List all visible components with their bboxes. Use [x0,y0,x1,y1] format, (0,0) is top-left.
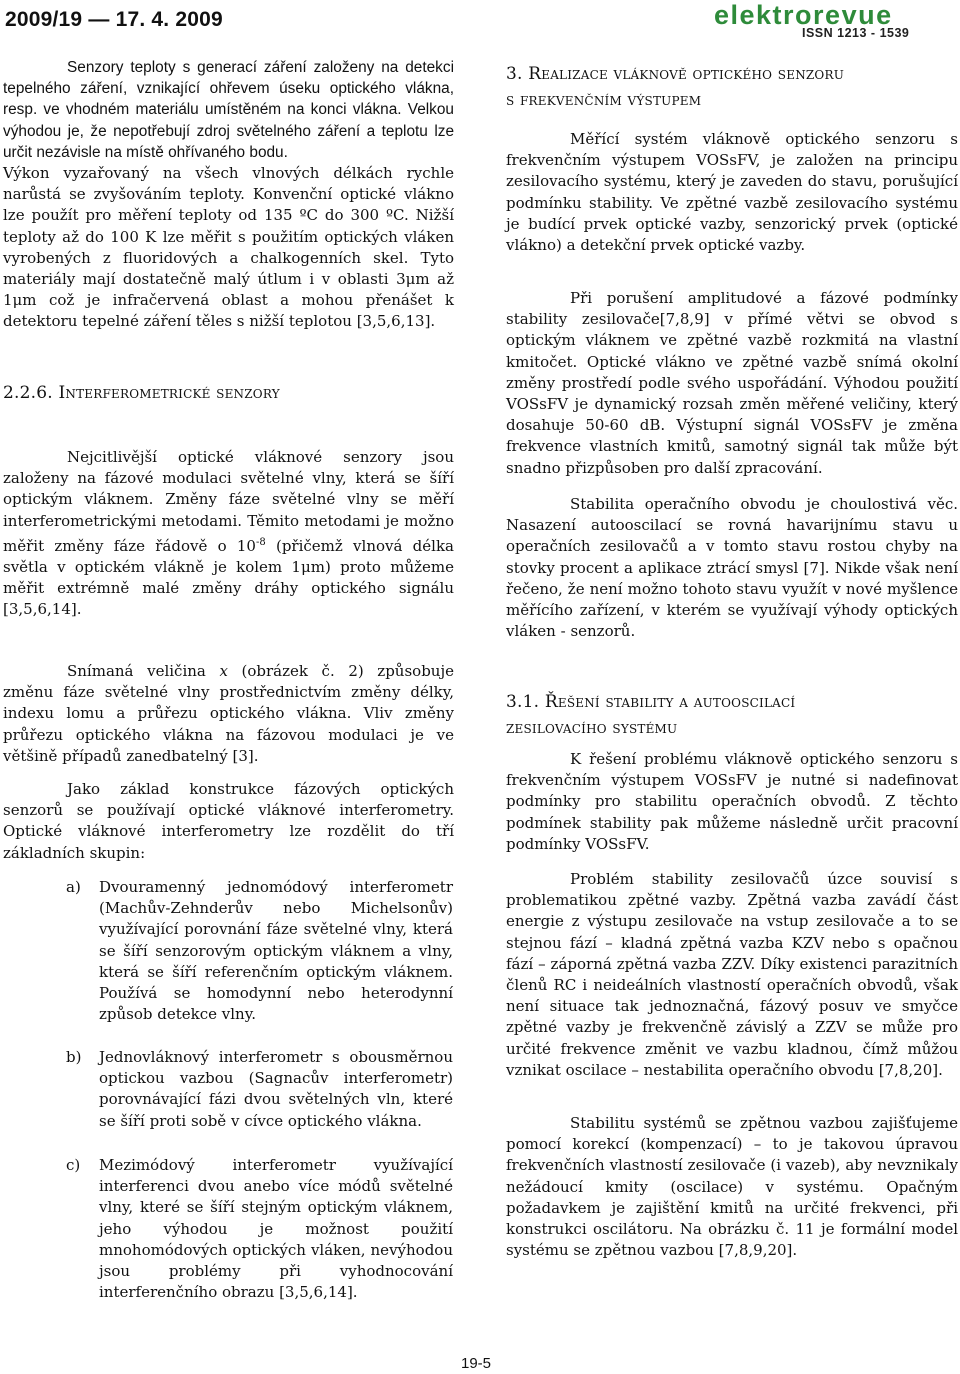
section-number: 3.1. [506,692,540,712]
section-title: Interferometrické senzory [58,383,280,403]
paragraph-phase-modulation: Nejcitlivější optické vláknové senzory jsou založeny na fázové modulaci světelné vlny, která se šíří optickým vláknem. Změny fáze světelné vlny se měří interferometrickými metodami. Těmito metodami je možno měřit změny fáze řádově o $10^{-8}$ (přičemž vlnová délka světla v optickém vlákně je kolem 1μm) proto můžeme měřit extrémně malé změny dráhy optického signálu [3,5,6,14]. [3,448,454,619]
issn-label: ISSN 1213 - 1539 [802,26,910,40]
section-title-continued: s frekvenčním výstupem [506,90,702,110]
section-title: Řešení stability a autooscilací [544,692,796,712]
issue-date: 2009/19 — 17. 4. 2009 [5,8,223,31]
section-title-continued: zesilovacího systému [506,718,678,738]
paragraph-feedback-problem: Problém stability zesilovačů úzce souvisí s problematikou zpětné vazby. Zpětná vazba zavádí část energie z výstupu zesilovače na vstup zesilovače a to se stejnou fází – kladná zpětná vazba KZV nebo s opačnou fází – záporná zpětná vazba ZZV. Díky existenci parazitních členů RC i neideálních vlastností operačních obvodů, však není situace tak jednoznačná, fázový posuv ve smyčce zpětné vazby je frekvenčně závislý a ZZV se může pro určité frekvence změnit ve vazbu kladnou, čímž můžou vznikat oscilace – nestabilita operačního obvodu [7,8,20]. [506,870,958,1079]
paragraph-stability-violation: Při porušení amplitudové a fázové podmínky stability zesilovače[7,8,9] v přímé větvi se obvod s optickým vláknem ve zpětné vazbě rozkmitá na vlastní kmitočet. Optické vlákno ve zpětné vazbě snímá okolní změny prostředí podle svého uspořádání. Výhodou použití VOSsFV je dynamický rozsah změn měřené veličiny, který dosahuje 50-60 dB. Výstupní signál VOSsFV je změna frekvence vlastních kmitů, samotný signál tak může být snadno přizpůsoben pro další zpracování. [506,289,958,477]
section-number: 3. [506,64,523,84]
logo-text: elektrorevue [714,2,893,30]
section-title: Realizace vláknově optického senzoru [528,64,845,84]
intro-paragraph-serif: Výkon vyzařovaný na všech vlnových délkách rychle narůstá se zvyšováním teploty. Konvenční optické vlákno lze použít pro měření teploty od 135 ºC do 300 ºC. Nižší teploty až do 100 K lze měřit s použitím optických vláken vyrobených z fluoridových a chalkogenních skel. Tyto materiály mají dostatečně malý útlum i v oblasti 3μm až 1μm což je infračervená oblast a mohou přenášet k detektoru tepelné záření těles s nižší teplotou [3,5,6,13]. [3,164,454,331]
paragraph-stability-conditions: K řešení problému vláknově optického senzoru s frekvenčním výstupem VOSsFV je nutné si nadefinovat podmínky pro stabilitu operačních obvodů. Z těchto podmínek stability pak můžeme následně určit pracovní podmínky VOSsFV. [506,750,958,853]
section-heading-3 [506,61,960,113]
section-number: 2.2.6. [3,383,53,403]
intro-paragraph-sans: Senzory teploty s generací záření založeny na detekci tepelného záření, vznikající ohřevem úseku optického vlákna, resp. ve vhodném materiálu umístěném na konci vlákna. Velkou výhodou je, že nepotřebují zdroj světelného záření a teplotu lze určit nezávisle na místě ohřívaného bodu. [3,59,454,161]
page-number: 19-5 [461,1355,492,1372]
paragraph-measuring-system: Měřící systém vláknově optického senzoru s frekvenčním výstupem VOSsFV, je založen na principu zesilovacího systému, který je zaveden do stavu, porušující podmínku stability. Ve zpětné vazbě zesilovacího systému je budící prvek optické vazby, senzorický prvek (optické vlákno) a detekční prvek optické vazby. [506,130,958,255]
section-heading-3-1 [506,689,960,741]
section-heading-2-2-6 [3,380,280,406]
paragraph-measured-quantity: Snímaná veličina x (obrázek č. 2) způsobuje změnu fáze světelné vlny prostřednictvím změny délky, indexu lomu a průřezu optického vlákna. Vliv změny průřezu optického vlákna na fázovou modulaci je ve většině případů zanedbatelný [3]. [3,662,454,765]
paragraph-operational-stability: Stabilita operačního obvodu je choulostivá věc. Nasazení autooscilací se rovná havarijnímu stavu u operačních zesilovačů a v tomto stavu rostou chyby na stovky procent a aplikace ztrácí smysl [7]. Nikde však není řečeno, že není možno tohoto stavu využít v nové myšlence měřícího zařízení, v kterém se využívají výhody optických vláken - senzorů. [506,495,958,641]
paragraph-compensation: Stabilitu systémů se zpětnou vazbou zajišťujeme pomocí korekcí (kompenzací) – to je takovou úpravou frekvenčních vlastností zesilovače (i vazeb), aby nevznikaly nežádoucí kmity (oscilace) v systému. Opačným požadavkem je zajištění kmitů na určité frekvenci, při konstrukci oscilátoru. Na obrázku č. 11 je formální model systému se zpětnou vazbou [7,8,9,20]. [506,1114,958,1260]
paragraph-interferometer-groups: Jako základ konstrukce fázových optických senzorů se používají optické vláknové interferometry. Optické vláknové interferometry lze rozdělit do tří základních skupin: [3,780,454,862]
